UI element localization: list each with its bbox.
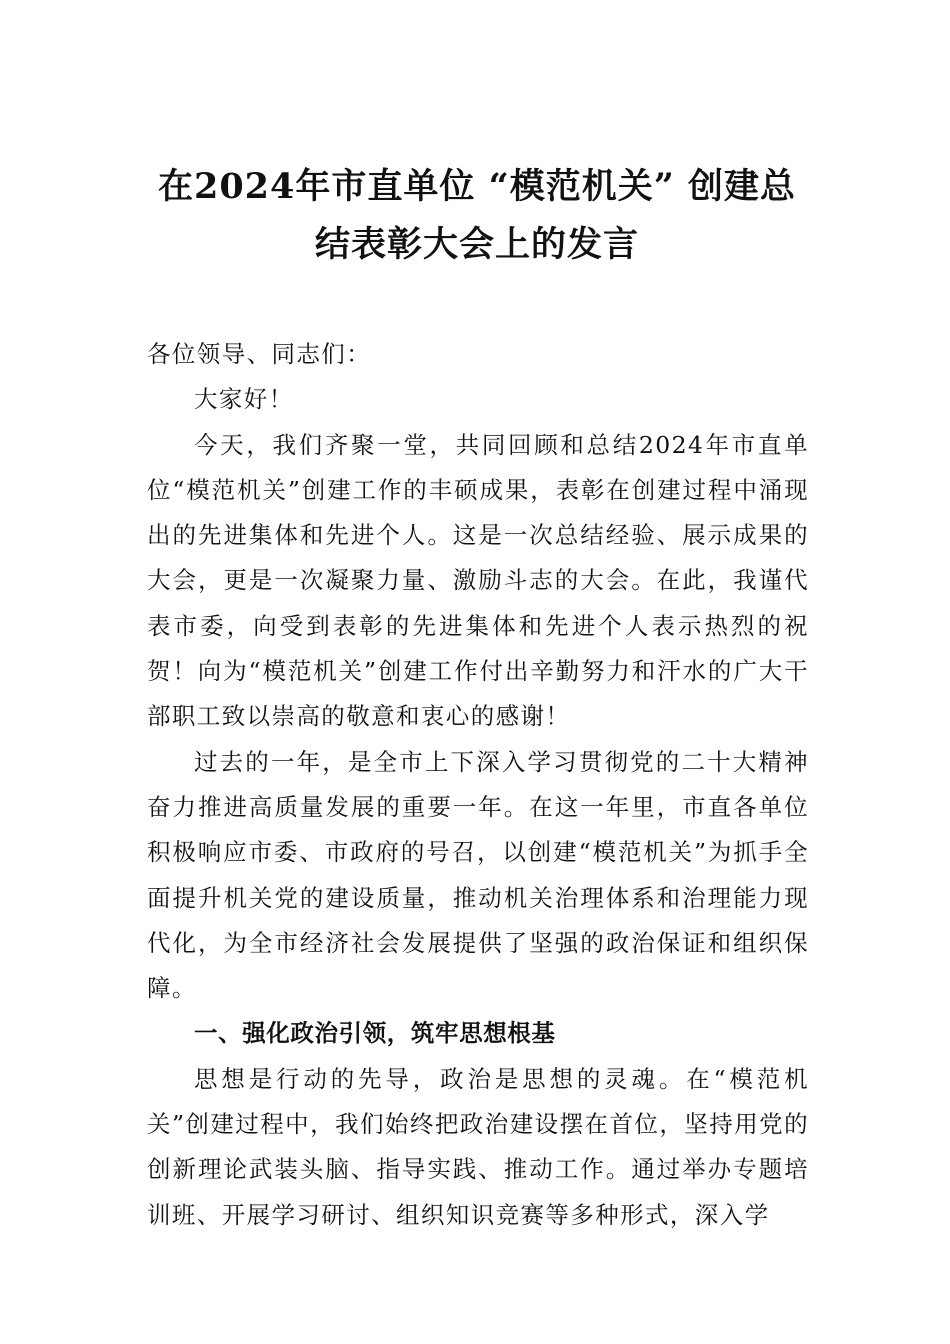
title-line-2: 结表彰大会上的发言 [314, 224, 639, 265]
greeting: 大家好！ [194, 385, 294, 414]
document-body [147, 332, 809, 1238]
document-title [147, 158, 807, 274]
title-line-1: 在2024年市直单位 “模范机关” 创建总 [157, 166, 797, 207]
paragraph: 过去的一年，是全市上下深入学习贯彻党的二十大精神奋力推进高质量发展的重要一年。在这一年里，市直各单位积极响应市委、市政府的号召，以创建“模范机关”为抓手全面提升机关党的建设质量，推动机关治理体系和治理能力现代化，为全市经济社会发展提供了坚强的政治保证和组织保障。 [147, 747, 809, 1003]
section-heading: 一、强化政治引领，筑牢思想根基 [194, 1019, 556, 1048]
paragraph: 今天，我们齐聚一堂，共同回顾和总结2024年市直单位“模范机关”创建工作的丰硕成果，表彰在创建过程中涌现出的先进集体和先进个人。这是一次总结经验、展示成果的大会，更是一次凝聚力量、激励斗志的大会。在此，我谨代表市委，向受到表彰的先进集体和先进个人表示热烈的祝贺！向为“模范机关”创建工作付出辛勤努力和汗水的广大干部职工致以崇高的敬意和衷心的感谢！ [147, 430, 809, 731]
paragraph: 思想是行动的先导，政治是思想的灵魂。在“模范机关”创建过程中，我们始终把政治建设摆在首位，坚持用党的创新理论武装头脑、指导实践、推动工作。通过举办专题培训班、开展学习研讨、组织知识竞赛等多种形式，深入学 [147, 1064, 809, 1229]
salutation: 各位领导、同志们： [147, 340, 372, 368]
